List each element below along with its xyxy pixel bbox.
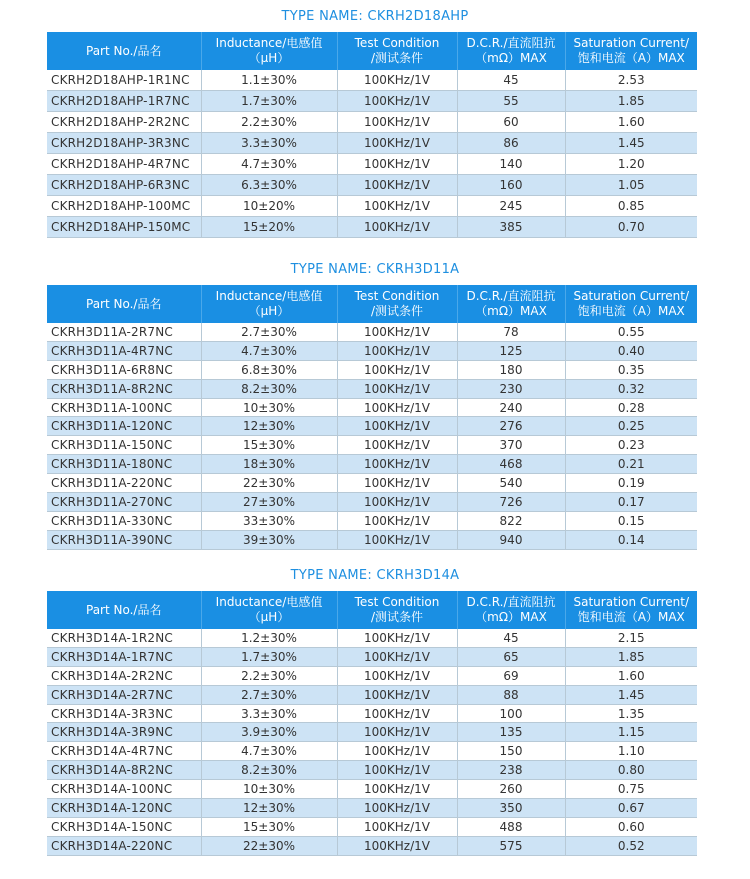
table-row: [47, 666, 697, 685]
inductance-cell: 1.2±30%: [201, 629, 337, 647]
header-dcr: D.C.R./直流阻抗 （mΩ）MAX: [457, 32, 565, 70]
inductance-cell: 33±30%: [201, 511, 337, 530]
dcr-cell: 180: [457, 360, 565, 379]
part-no-cell: CKRH3D14A-2R7NC: [47, 685, 201, 704]
table-row: [47, 154, 697, 175]
spec-table: [47, 32, 697, 238]
header-saturation: Saturation Current/ 饱和电流（A）MAX: [565, 32, 697, 70]
table-row: [47, 112, 697, 133]
part-no-cell: CKRH2D18AHP-6R3NC: [47, 175, 201, 196]
inductance-cell: 12±30%: [201, 417, 337, 436]
table-row: [47, 511, 697, 530]
dcr-cell: 150: [457, 742, 565, 761]
test-condition-cell: 100KHz/1V: [337, 154, 457, 175]
part-no-cell: CKRH3D14A-120NC: [47, 799, 201, 818]
test-condition-cell: 100KHz/1V: [337, 780, 457, 799]
dcr-cell: 135: [457, 723, 565, 742]
test-condition-cell: 100KHz/1V: [337, 341, 457, 360]
table-row: [47, 341, 697, 360]
inductance-cell: 3.3±30%: [201, 704, 337, 723]
table-row: [47, 70, 697, 91]
saturation-cell: 0.23: [565, 436, 697, 455]
saturation-cell: 0.55: [565, 323, 697, 341]
part-no-cell: CKRH3D14A-220NC: [47, 836, 201, 855]
part-no-cell: CKRH3D14A-8R2NC: [47, 761, 201, 780]
dcr-cell: 245: [457, 196, 565, 217]
dcr-cell: 488: [457, 817, 565, 836]
saturation-cell: 0.60: [565, 817, 697, 836]
table-row: [47, 530, 697, 549]
dcr-cell: 60: [457, 112, 565, 133]
saturation-cell: 0.85: [565, 196, 697, 217]
test-condition-cell: 100KHz/1V: [337, 474, 457, 493]
table-row: [47, 323, 697, 341]
part-no-cell: CKRH3D14A-1R7NC: [47, 647, 201, 666]
table-row: [47, 360, 697, 379]
saturation-cell: 1.10: [565, 742, 697, 761]
part-no-cell: CKRH3D14A-150NC: [47, 817, 201, 836]
inductance-cell: 3.9±30%: [201, 723, 337, 742]
dcr-cell: 55: [457, 91, 565, 112]
part-no-cell: CKRH3D11A-2R7NC: [47, 323, 201, 341]
table-row: [47, 629, 697, 647]
test-condition-cell: 100KHz/1V: [337, 455, 457, 474]
test-condition-cell: 100KHz/1V: [337, 379, 457, 398]
table-row: [47, 379, 697, 398]
table-row: [47, 780, 697, 799]
inductance-cell: 3.3±30%: [201, 133, 337, 154]
part-no-cell: CKRH3D11A-4R7NC: [47, 341, 201, 360]
header-dcr: D.C.R./直流阻抗 （mΩ）MAX: [457, 285, 565, 323]
test-condition-cell: 100KHz/1V: [337, 723, 457, 742]
part-no-cell: CKRH3D11A-330NC: [47, 511, 201, 530]
saturation-cell: 0.21: [565, 455, 697, 474]
test-condition-cell: 100KHz/1V: [337, 817, 457, 836]
part-no-cell: CKRH3D11A-390NC: [47, 530, 201, 549]
table-row: [47, 196, 697, 217]
inductance-cell: 10±30%: [201, 780, 337, 799]
part-no-cell: CKRH3D14A-2R2NC: [47, 666, 201, 685]
saturation-cell: 2.53: [565, 70, 697, 91]
saturation-cell: 0.40: [565, 341, 697, 360]
test-condition-cell: 100KHz/1V: [337, 493, 457, 512]
saturation-cell: 0.25: [565, 417, 697, 436]
saturation-cell: 0.52: [565, 836, 697, 855]
part-no-cell: CKRH2D18AHP-1R7NC: [47, 91, 201, 112]
part-no-cell: CKRH2D18AHP-4R7NC: [47, 154, 201, 175]
inductance-cell: 8.2±30%: [201, 761, 337, 780]
part-no-cell: CKRH3D14A-4R7NC: [47, 742, 201, 761]
header-test-condition: Test Condition /测试条件: [337, 591, 457, 629]
inductance-cell: 12±30%: [201, 799, 337, 818]
inductance-cell: 1.1±30%: [201, 70, 337, 91]
part-no-cell: CKRH3D11A-6R8NC: [47, 360, 201, 379]
test-condition-cell: 100KHz/1V: [337, 836, 457, 855]
part-no-cell: CKRH3D11A-150NC: [47, 436, 201, 455]
part-no-cell: CKRH3D11A-8R2NC: [47, 379, 201, 398]
part-no-cell: CKRH3D11A-180NC: [47, 455, 201, 474]
saturation-cell: 0.17: [565, 493, 697, 512]
table-row: [47, 175, 697, 196]
saturation-cell: 0.70: [565, 217, 697, 238]
header-part-no: Part No./品名: [47, 285, 201, 323]
header-test-condition: Test Condition /测试条件: [337, 32, 457, 70]
saturation-cell: 1.35: [565, 704, 697, 723]
saturation-cell: 0.35: [565, 360, 697, 379]
saturation-cell: 1.60: [565, 666, 697, 685]
test-condition-cell: 100KHz/1V: [337, 70, 457, 91]
table-row: [47, 742, 697, 761]
dcr-cell: 45: [457, 70, 565, 91]
dcr-cell: 940: [457, 530, 565, 549]
dcr-cell: 822: [457, 511, 565, 530]
section-title: TYPE NAME: CKRH3D14A: [290, 568, 460, 583]
table-row: [47, 91, 697, 112]
dcr-cell: 230: [457, 379, 565, 398]
table-row: [47, 836, 697, 855]
header-dcr: D.C.R./直流阻抗 （mΩ）MAX: [457, 591, 565, 629]
section-title: TYPE NAME: CKRH3D11A: [290, 262, 460, 277]
header-inductance: Inductance/电感值 （μH）: [201, 591, 337, 629]
test-condition-cell: 100KHz/1V: [337, 666, 457, 685]
part-no-cell: CKRH2D18AHP-100MC: [47, 196, 201, 217]
inductance-cell: 2.7±30%: [201, 685, 337, 704]
header-part-no: Part No./品名: [47, 32, 201, 70]
spec-table: [47, 591, 697, 856]
dcr-cell: 160: [457, 175, 565, 196]
inductance-cell: 10±20%: [201, 196, 337, 217]
saturation-cell: 1.20: [565, 154, 697, 175]
table-header-row: [47, 32, 697, 70]
part-no-cell: CKRH3D14A-1R2NC: [47, 629, 201, 647]
inductance-cell: 6.3±30%: [201, 175, 337, 196]
saturation-cell: 1.60: [565, 112, 697, 133]
dcr-cell: 575: [457, 836, 565, 855]
part-no-cell: CKRH3D11A-100NC: [47, 398, 201, 417]
inductance-cell: 2.2±30%: [201, 112, 337, 133]
dcr-cell: 240: [457, 398, 565, 417]
part-no-cell: CKRH2D18AHP-150MC: [47, 217, 201, 238]
dcr-cell: 370: [457, 436, 565, 455]
dcr-cell: 385: [457, 217, 565, 238]
dcr-cell: 540: [457, 474, 565, 493]
test-condition-cell: 100KHz/1V: [337, 323, 457, 341]
dcr-cell: 65: [457, 647, 565, 666]
part-no-cell: CKRH2D18AHP-3R3NC: [47, 133, 201, 154]
table-row: [47, 217, 697, 238]
saturation-cell: 1.45: [565, 133, 697, 154]
test-condition-cell: 100KHz/1V: [337, 217, 457, 238]
inductance-cell: 2.7±30%: [201, 323, 337, 341]
header-part-no: Part No./品名: [47, 591, 201, 629]
inductance-cell: 4.7±30%: [201, 341, 337, 360]
inductance-cell: 1.7±30%: [201, 91, 337, 112]
part-no-cell: CKRH3D11A-270NC: [47, 493, 201, 512]
test-condition-cell: 100KHz/1V: [337, 742, 457, 761]
inductance-cell: 15±30%: [201, 817, 337, 836]
inductance-cell: 2.2±30%: [201, 666, 337, 685]
header-saturation: Saturation Current/ 饱和电流（A）MAX: [565, 591, 697, 629]
test-condition-cell: 100KHz/1V: [337, 360, 457, 379]
table-row: [47, 398, 697, 417]
saturation-cell: 1.05: [565, 175, 697, 196]
header-inductance: Inductance/电感值 （μH）: [201, 285, 337, 323]
dcr-cell: 260: [457, 780, 565, 799]
saturation-cell: 0.14: [565, 530, 697, 549]
test-condition-cell: 100KHz/1V: [337, 761, 457, 780]
test-condition-cell: 100KHz/1V: [337, 133, 457, 154]
dcr-cell: 125: [457, 341, 565, 360]
saturation-cell: 0.75: [565, 780, 697, 799]
table-row: [47, 685, 697, 704]
saturation-cell: 0.19: [565, 474, 697, 493]
dcr-cell: 350: [457, 799, 565, 818]
test-condition-cell: 100KHz/1V: [337, 511, 457, 530]
dcr-cell: 78: [457, 323, 565, 341]
test-condition-cell: 100KHz/1V: [337, 436, 457, 455]
saturation-cell: 1.15: [565, 723, 697, 742]
table-row: [47, 799, 697, 818]
table-row: [47, 723, 697, 742]
inductance-cell: 15±20%: [201, 217, 337, 238]
test-condition-cell: 100KHz/1V: [337, 530, 457, 549]
table-row: [47, 474, 697, 493]
test-condition-cell: 100KHz/1V: [337, 647, 457, 666]
part-no-cell: CKRH3D14A-100NC: [47, 780, 201, 799]
part-no-cell: CKRH2D18AHP-1R1NC: [47, 70, 201, 91]
dcr-cell: 45: [457, 629, 565, 647]
inductance-cell: 18±30%: [201, 455, 337, 474]
saturation-cell: 1.85: [565, 91, 697, 112]
table-row: [47, 704, 697, 723]
dcr-cell: 276: [457, 417, 565, 436]
saturation-cell: 1.45: [565, 685, 697, 704]
table-row: [47, 761, 697, 780]
inductance-cell: 8.2±30%: [201, 379, 337, 398]
part-no-cell: CKRH3D11A-220NC: [47, 474, 201, 493]
saturation-cell: 0.67: [565, 799, 697, 818]
part-no-cell: CKRH3D14A-3R9NC: [47, 723, 201, 742]
test-condition-cell: 100KHz/1V: [337, 398, 457, 417]
part-no-cell: CKRH3D14A-3R3NC: [47, 704, 201, 723]
inductance-cell: 27±30%: [201, 493, 337, 512]
table-header-row: [47, 591, 697, 629]
part-no-cell: CKRH3D11A-120NC: [47, 417, 201, 436]
table-header-row: [47, 285, 697, 323]
table-row: [47, 493, 697, 512]
table-row: [47, 817, 697, 836]
saturation-cell: 1.85: [565, 647, 697, 666]
spec-table: [47, 285, 697, 550]
header-inductance: Inductance/电感值 （μH）: [201, 32, 337, 70]
table-row: [47, 133, 697, 154]
inductance-cell: 22±30%: [201, 474, 337, 493]
dcr-cell: 238: [457, 761, 565, 780]
table-row: [47, 647, 697, 666]
test-condition-cell: 100KHz/1V: [337, 196, 457, 217]
dcr-cell: 69: [457, 666, 565, 685]
saturation-cell: 0.80: [565, 761, 697, 780]
saturation-cell: 0.32: [565, 379, 697, 398]
saturation-cell: 0.15: [565, 511, 697, 530]
saturation-cell: 2.15: [565, 629, 697, 647]
inductance-cell: 6.8±30%: [201, 360, 337, 379]
dcr-cell: 88: [457, 685, 565, 704]
test-condition-cell: 100KHz/1V: [337, 685, 457, 704]
test-condition-cell: 100KHz/1V: [337, 175, 457, 196]
test-condition-cell: 100KHz/1V: [337, 417, 457, 436]
section-title: TYPE NAME: CKRH2D18AHP: [281, 9, 469, 24]
inductance-cell: 1.7±30%: [201, 647, 337, 666]
dcr-cell: 726: [457, 493, 565, 512]
test-condition-cell: 100KHz/1V: [337, 799, 457, 818]
inductance-cell: 4.7±30%: [201, 154, 337, 175]
test-condition-cell: 100KHz/1V: [337, 91, 457, 112]
test-condition-cell: 100KHz/1V: [337, 704, 457, 723]
dcr-cell: 140: [457, 154, 565, 175]
test-condition-cell: 100KHz/1V: [337, 112, 457, 133]
table-row: [47, 436, 697, 455]
saturation-cell: 0.28: [565, 398, 697, 417]
dcr-cell: 86: [457, 133, 565, 154]
inductance-cell: 22±30%: [201, 836, 337, 855]
dcr-cell: 100: [457, 704, 565, 723]
part-no-cell: CKRH2D18AHP-2R2NC: [47, 112, 201, 133]
table-row: [47, 417, 697, 436]
inductance-cell: 15±30%: [201, 436, 337, 455]
test-condition-cell: 100KHz/1V: [337, 629, 457, 647]
inductance-cell: 39±30%: [201, 530, 337, 549]
inductance-cell: 4.7±30%: [201, 742, 337, 761]
dcr-cell: 468: [457, 455, 565, 474]
header-test-condition: Test Condition /测试条件: [337, 285, 457, 323]
header-saturation: Saturation Current/ 饱和电流（A）MAX: [565, 285, 697, 323]
inductance-cell: 10±30%: [201, 398, 337, 417]
table-row: [47, 455, 697, 474]
